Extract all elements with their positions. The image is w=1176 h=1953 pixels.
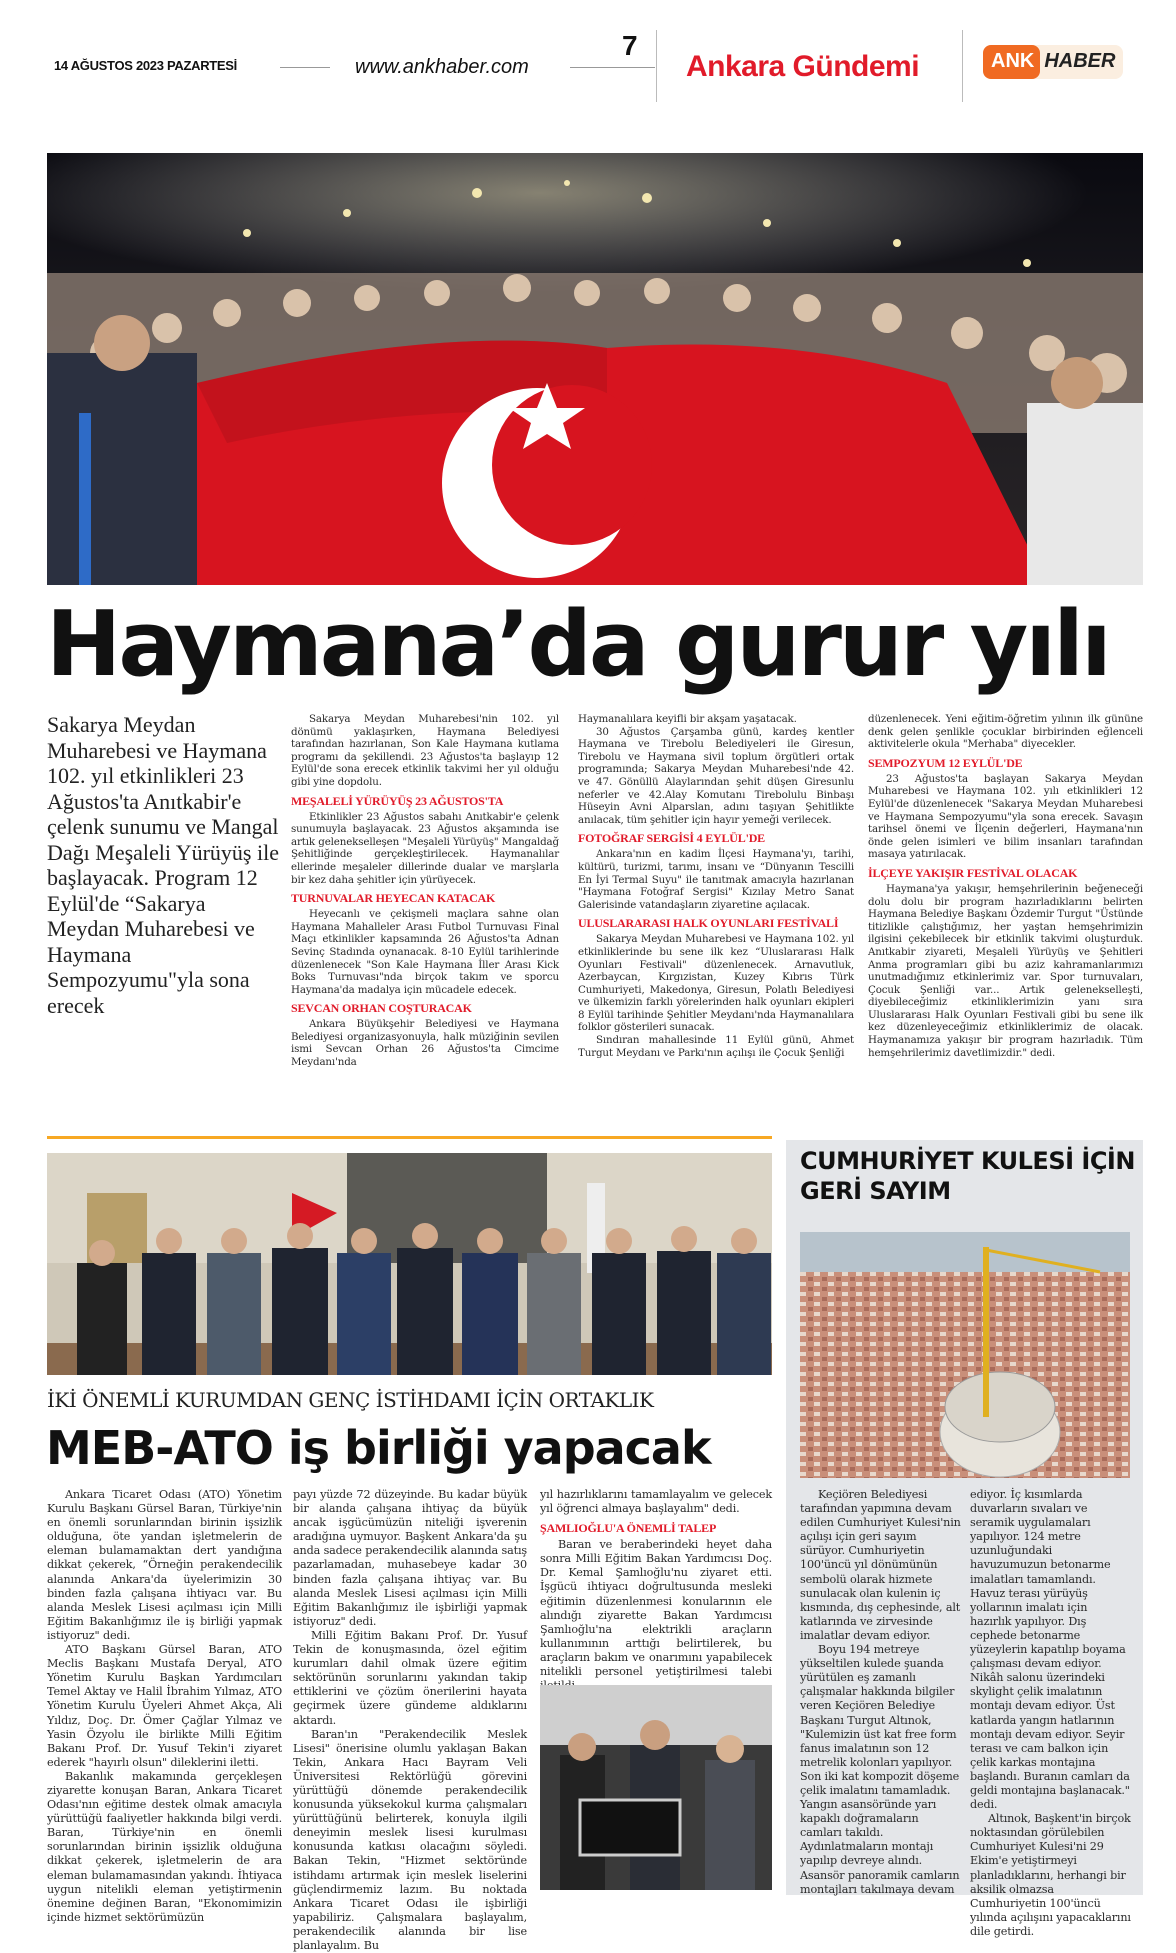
paragraph: Altınok, Başkent'in birçok noktasından görülebilen Cumhuriyet Kulesi'ni 29 Ekim'e yetiştirmeyi planladıklarını, herhangi bir aksilik olmazsa Cumhuriyetin 100'üncü yılında açılışını yapacaklarını dile getirdi. [970, 1812, 1131, 1938]
website-link[interactable]: www.ankhaber.com [355, 56, 529, 78]
ato-col-1 [47, 1488, 282, 1924]
sidebar-col-1 [800, 1488, 962, 1896]
paragraph: payı yüzde 72 düzeyinde. Bu kadar büyük bir alanda çalışana ihtiyaç da büyük ancak işgücümüzün niteliği işverenin aradığına uymuyor. Başkent Ankara'da şu anda sadece perakendecilik alanında satış pazarlamadan, muhasebeye kadar 30 binden fazla çalışana ihtiyaç var. Bu alanda Meslek Lisesi açılması için Milli Eğitim Bakanlığımız ile işbirliği yapmak istiyoruz" dedi. [293, 1488, 527, 1628]
second-headline: MEB-ATO iş birliği yapacak [46, 1421, 711, 1475]
section-title: Ankara Gündemi [686, 50, 920, 83]
subheading: ULUSLARARASI HALK OYUNLARI FESTİVALİ [578, 916, 839, 931]
torch-march-photo [47, 153, 1143, 585]
paragraph: Bakanlık makamında gerçekleşen ziyarette konuşan Baran, Ankara Ticaret Odası'nın eğitime destek olmak amacıyla yürüttüğü faaliyetler hakkında bilgi verdi. Baran, Türkiye'nin en önemli sorunlarından birinin işsizlik olduğuna dikkat çekerek, işletmelerin de ara eleman bulamamasından yakındı. İhtiyaca uygun nitelikli eleman yetiştirmenin önemine değinen Baran, "Ekonomimizin içinde hizmet sektörümüzün [47, 1769, 282, 1924]
ato-col-2 [293, 1488, 527, 1952]
paragraph: Ankara Ticaret Odası (ATO) Yönetim Kurulu Başkanı Gürsel Baran, Türkiye'nin en önemli sorunlarından birinin işsizlik olduğuna, öte yandan işletmelerin de eleman bulamamaktan dert yandığına dikkat çekerek, “Örneğin perakendecilik alanında Ankara'da üyelerimizin 30 binden fazla çalışana ihtiyacı var. Bu alanda Meslek Lisesi açılması için Milli Eğitim Bakanlığımız ile iş birliği yapmak istiyoruz" dedi. [47, 1488, 282, 1642]
subheading: TURNUVALAR HEYECAN KATACAK [291, 891, 496, 906]
tower-aerial-photo [800, 1232, 1130, 1478]
paragraph: ATO Başkanı Gürsel Baran, ATO Meclis Başkanı Mustafa Deryal, ATO Yönetim Kurulu Başkan Yardımcıları Temel Aktay ve Halil İbrahim Yılmaz, ATO Yönetim Kurulu Üyeleri Ahmet Akça, Ali Yıldız, Doç. Dr. Ömer Çağlar Yılmaz ve Yasin Özyolu ile birlikte Milli Eğitim Bakanı Prof. Dr. Yusuf Tekin'i ziyaret ederek "hayırlı olsun" dileklerini iletti. [47, 1643, 282, 1769]
issue-date: 14 AĞUSTOS 2023 PAZARTESİ [54, 58, 237, 73]
subheading: ŞAMLIOĞLU'A ÖNEMLİ TALEP [540, 1521, 717, 1536]
subheading: SEMPOZYUM 12 EYLÜL'DE [868, 755, 1023, 770]
paragraph: 30 Ağustos Çarşamba günü, kardeş kentler Haymana ve Tirebolu Belediyeleri ile Giresun, Tirebolu ve Haymana sivil toplum örgütleri ortak programında; Sakarya Meydan Muharebesi'nde 42. ve 47. Gönüllü Alaylarından şehit düşen Giresunlu neferler ve 42.Alay Komutanı Tirebolulu Binbaşı Hüseyin Avni Alparslan, adını taşıyan Şehitlikte anılacak, tüm şehitler için hayır yemeği verilecek. [578, 725, 854, 826]
logo-ank: ANK [983, 45, 1040, 79]
paragraph: düzenlenecek. Yeni eğitim-öğretim yılının ilk gününe denk gelen şenlikle çocuklar birbirinden eğlenceli aktivitelerle okula "Merhaba" diyecekler. [868, 713, 1143, 751]
main-col-1 [291, 713, 559, 1118]
paragraph: Haymanalılara keyifli bir akşam yaşatacak. [578, 713, 797, 725]
section-divider [47, 1136, 772, 1139]
divider [280, 67, 330, 68]
lead-paragraph: Sakarya Meydan Muharebesi ve Haymana 102. yıl etkinlikleri 23 Ağustos'ta Anıtkabir'e çelenk sunumu ve Mangal Dağı Meşaleli Yürüyüş ile başlayacak. Program 12 Eylül'de “Sakarya Meydan Muharebesi ve Haymana Sempozyumu"yla sona erecek [47, 712, 279, 1018]
divider [570, 67, 655, 68]
paragraph: Sındıran mahallesinde 11 Eylül günü, Ahmet Turgut Meydanı ve Parkı'nın açılışı ile Çocuk Şenliği [578, 1034, 854, 1059]
page-number: 7 [622, 30, 638, 61]
kicker: İKİ ÖNEMLİ KURUMDAN GENÇ İSTİHDAMI İÇİN ORTAKLIK [47, 1388, 654, 1412]
sidebar-title: CUMHURİYET KULESİ İÇİN GERİ SAYIM [800, 1147, 1135, 1205]
paragraph: Baran'ın "Perakendecilik Meslek Lisesi" önerisine olumlu yaklaşan Bakan Tekin, Ankara Hacı Bayram Veli Üniversitesi Rektörlüğü görevini yürüttüğü dönemde perakendecilik konusunda yüksekokul kurma çalışmaları yürüttüğünü belirterek, konuyla ilgili deneyimin meslek lisesi kurulması konusunda katkısı olacağını söyledi. Bakan Tekin, "Hizmet sektöründe istihdamı artırmak için meslek liselerini güçlendirmemiz lazım. Bu noktada Ankara Ticaret Odası ile işbirliği yapabiliriz. Çalışmalara başlayalım, perakendecilik alanında bir lise planlayalım. Bu [293, 1727, 527, 1952]
paragraph: ediyor. İç kısımlarda duvarların sıvaları ve seramik uygulamaları yapılıyor. 124 metre uzunluğundaki havuzumuzun betonarme imalatları tamamlandı. Havuz terası yürüyüş yollarının imalatı için hazırlık yapılıyor. Dış cephede betonarme yüzeylerin kapatılıp boyama çalışması devam ediyor. Nikâh salonu üzerindeki skylight çelik imalatının montajı devam ediyor. Üst katlarda yangın hatlarının montajı devam ediyor. Seyir terası ve cam balkon için çelik karkas montajına başlandı. Buranın camları da geldi montajına başlanacak." dedi. [970, 1488, 1130, 1812]
paragraph: Ankara Büyükşehir Belediyesi ve Haymana Belediyesi organizasyonuyla, halk müziğinin sevilen ismi Sevcan Orhan 26 Ağustos'ta Cimcime Meydanı'nda [291, 1018, 559, 1069]
main-col-2 [578, 713, 854, 1118]
paragraph: Etkinlikler 23 Ağustos sabahı Anıtkabir'e çelenk sunumuyla başlayacak. 23 Ağustos akşamında ise artık gelenekselleşen "Meşaleli Yürüyüş" Mangaldağ Şehitliğinde gerçekleştirilecek. Haymanalılar ellerinde meşaleler dillerinde dualar ve marşlarla bir kez daha şehitler için yürüyecek. [291, 810, 559, 886]
subheading: FOTOĞRAF SERGİSİ 4 EYLÜL'DE [578, 831, 765, 846]
paragraph: 23 Ağustos'ta başlayan Sakarya Meydan Muharebesi ve Haymana 102. yılı etkinlikleri 12 Eylül'de düzenlenecek "Sakarya Meydan Muharebesi ve Haymana Sempozyumu"yla sona erecek. Savaşın tarihsel önemi ve İlçenin değerleri, Haymana'nın önde gelen isimleri ve bilim insanları tarafından masaya yatırılacak. [868, 772, 1143, 861]
subheading: SEVCAN ORHAN COŞTURACAK [291, 1001, 472, 1016]
divider [656, 30, 657, 102]
paragraph: Milli Eğitim Bakanı Prof. Dr. Yusuf Tekin de konuşmasında, özel eğitim kurumları dahil olmak üzere eğitim sektörünün sorunlarını yakından takip ettiklerini ve çözüm önerilerini hayata geçirmek üzere gündeme aldıklarını aktardı. [293, 1628, 527, 1727]
logo-haber: HABER [1044, 50, 1116, 72]
paragraph: Haymana'ya yakışır, hemşehrilerinin beğeneceği dolu dolu bir program hazırladıklarını belirten Haymana Belediye Başkanı Özdemir Turgut "Üstünde titizlikle çalıştığımız, her yaştan hemşehrimizin ilgisini çekebilecek bir etkinlik takvimi oluşturduk. Anıtkabir ziyareti, Meşaleli Yürüyüş ve Şehitleri Anma programları gibi bu aziz kahramanlarımızı unutmadığımız etkinlerimiz var. Spor turnuvaları, Çocuk Şenliği var... Artık gelenekselleşti, diyebileceğimiz etkinliklerimizin yanı sıra Uluslararası Halk Oyunları Festivali gibi bu sene ilk kez düzenleyeceğimiz etkinliklerimiz de olacak. Haymanamıza yakışır bir program hazırladık. Tüm hemşehrilerimiz davetlimizdir." dedi. [868, 882, 1143, 1059]
paragraph: Keçiören Belediyesi tarafından yapımına devam edilen Cumhuriyet Kulesi'nin açılışı için geri sayım sürüyor. Cumhuriyetin 100'üncü yıl dönümünün sembolü olarak hizmete sunulacak olan kulenin iç kısmında, dış cephesinde, alt katlarında ve zirvesinde imalatlar devam ediyor. [800, 1488, 961, 1642]
paragraph: Sakarya Meydan Muharebesi ve Haymana 102. yıl etkinliklerinde bu sene ilk kez “Uluslararası Halk Oyunları Festivali" düzenlenecek. Arnavutluk, Azerbaycan, Kırgızistan, Kuzey Kıbrıs Türk Cumhuriyeti, Makedonya, Giresun, Polatlı Belediyesi ve ülkemizin farklı yörelerinden halk oyunları ekipleri 8 Eylül tarihinde Şehitler Meydanı'nda Haymanalılara folklor gösterileri sunacak. [578, 933, 854, 1034]
main-col-3 [868, 713, 1143, 1118]
main-headline: Haymana’da gurur yılı [46, 592, 1109, 697]
paragraph: Heyecanlı ve çekişmeli maçlara sahne olan Haymana Mahalleler Arası Futbol Turnuvası Final Maçı etkinlikler kapsamında 26 Ağustos'ta Adnan Sevinç Stadında oynanacak. 8-10 Eylül tarihlerinde düzenlenecek "Son Kale Haymana İller Arası Kick Boks Turnuvası"nda birçok takım ve sporcu Haymana'da madalya için mücadele edecek. [291, 908, 559, 996]
paragraph: Ankara'nın en kadim İlçesi Haymana'yı, tarihi, kültürü, turizmi, tarımı, insanı ve “Dünyanın Tescilli En İyi Termal Suyu" ile tanıtmak amacıyla hazırlanan "Haymana Fotoğraf Sergisi" Kızılay Metro Sanat Galerisinde vatandaşların ziyaretine açılacak. [578, 848, 854, 911]
sidebar-col-2 [970, 1488, 1132, 1938]
ankhaber-logo [983, 45, 1123, 79]
divider [962, 30, 963, 102]
paragraph: Baran ve beraberindeki heyet daha sonra Milli Eğitim Bakan Yardımcısı Doç. Dr. Kemal Şamlıoğlu'nu ziyaret etti. İşgücü ihtiyacı doğrultusunda mesleki eğitimin düzenlenmesi konularının ele alındığı ziyarette Bakan Yardımcısı Şamlıoğlu'na elektrikli araçların kullanımının arttığı belirtilerek, bu araçların bakım ve onarımını yapabilecek nitelikli personel yetiştirilmesi talebi [540, 1538, 772, 1679]
subheading: MEŞALELİ YÜRÜYÜŞ 23 AĞUSTOS'TA [291, 793, 504, 808]
ato-col-3 [540, 1488, 772, 1678]
paragraph: yıl hazırlıklarını tamamlayalım ve gelecek yıl öğrenci almaya başlayalım" dedi. [540, 1488, 772, 1516]
group-photo [47, 1153, 772, 1375]
subheading: İLÇEYE YAKIŞIR FESTİVAL OLACAK [868, 865, 1078, 880]
paragraph: Boyu 194 metreye yükseltilen kulede şuanda yürütülen eş zamanlı çalışmalar hakkında bilgiler veren Keçiören Belediye Başkanı Turgut Altınok, "Kulemizin üst kat free form fanus imalatının son 12 metrelik kolonları yapılıyor. Son iki kat kompozit döşeme çelik imalatını tamamladık. Yangın asansöründe yarı kapaklı doğramaların camları takıldı. Aydınlatmaların montajı yapılıp devreye alındı. Asansör panoramik camların montajları takılmaya devam [800, 1643, 960, 1896]
paragraph: Sakarya Meydan Muharebesi'nin 102. yıl dönümü yaklaşırken, Haymana Belediyesi tarafından hazırlanan, Son Kale Haymana kutlama programı da şekillendi. 23 Ağustos'ta başlayıp 12 Eylül'de sona erecek etkinlik takvimi her yıl olduğu gibi yine dopdolu. [291, 713, 559, 788]
meeting-photo [540, 1685, 772, 1890]
